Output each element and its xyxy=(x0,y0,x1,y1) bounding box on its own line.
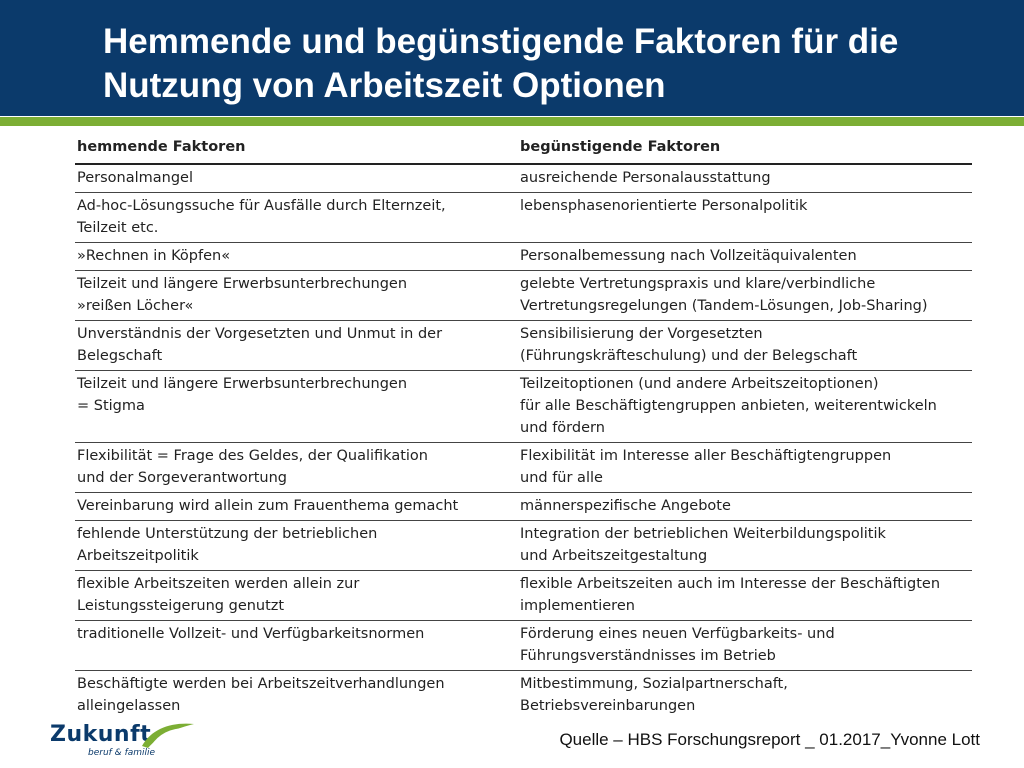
cell-beguenstigend: Flexibilität im Interesse aller Beschäftigtengruppen und für alle xyxy=(520,448,892,486)
title-bar xyxy=(0,0,1024,116)
cell-beguenstigend: gelebte Vertretungspraxis und klare/verbindliche Vertretungsregelungen (Tandem-Lösungen, Job-Sharing) xyxy=(520,276,928,314)
table-row xyxy=(75,193,972,243)
cell-hemmend: fehlende Unterstützung der betrieblichen Arbeitszeitpolitik xyxy=(77,526,378,564)
factors-table xyxy=(75,130,972,720)
cell-hemmend: Unverständnis der Vorgesetzten und Unmut in der Belegschaft xyxy=(77,326,443,364)
source-citation: Quelle – HBS Forschungsreport _ 01.2017_Yvonne Lott xyxy=(559,730,980,749)
cell-beguenstigend: flexible Arbeitszeiten auch im Interesse der Beschäftigten implementieren xyxy=(520,576,941,614)
cell-beguenstigend: Teilzeitoptionen (und andere Arbeitszeitoptionen) für alle Beschäftigtengruppen anbieten, weiterentwickeln und fördern xyxy=(520,376,937,436)
table-row xyxy=(75,371,972,443)
cell-beguenstigend: Integration der betrieblichen Weiterbildungspolitik und Arbeitszeitgestaltung xyxy=(520,526,886,564)
table-row xyxy=(75,321,972,371)
cell-hemmend: Personalmangel xyxy=(77,170,193,186)
table-row xyxy=(75,571,972,621)
slide-title: Hemmende und begünstigende Faktoren für die Nutzung von Arbeitszeit Optionen xyxy=(103,22,899,105)
table-row xyxy=(75,493,972,521)
logo-tagline: beruf & familie xyxy=(88,748,156,758)
header-hemmende: hemmende Faktoren xyxy=(77,138,246,155)
cell-beguenstigend: lebensphasenorientierte Personalpolitik xyxy=(520,198,808,214)
header-beguenstigende: begünstigende Faktoren xyxy=(520,138,721,155)
table-row xyxy=(75,443,972,493)
cell-beguenstigend: Förderung eines neuen Verfügbarkeits- und Führungsverständnisses im Betrieb xyxy=(520,626,835,664)
cell-beguenstigend: ausreichende Personalausstattung xyxy=(520,170,771,186)
cell-beguenstigend: Sensibilisierung der Vorgesetzten (Führungskräfteschulung) und der Belegschaft xyxy=(520,326,858,364)
cell-hemmend: Beschäftigte werden bei Arbeitszeitverhandlungen alleingelassen xyxy=(77,676,445,714)
cell-hemmend: Flexibilität = Frage des Geldes, der Qualifikation und der Sorgeverantwortung xyxy=(77,448,428,486)
cell-beguenstigend: Personalbemessung nach Vollzeitäquivalenten xyxy=(520,248,857,264)
table-row xyxy=(75,271,972,321)
leaf-icon xyxy=(138,720,198,750)
cell-hemmend: Vereinbarung wird allein zum Frauenthema gemacht xyxy=(77,498,459,514)
table-row xyxy=(75,521,972,571)
cell-beguenstigend: männerspezifische Angebote xyxy=(520,498,731,514)
cell-hemmend: traditionelle Vollzeit- und Verfügbarkeitsnormen xyxy=(77,626,425,642)
logo-wordmark: Zukunft xyxy=(50,722,152,747)
cell-hemmend: flexible Arbeitszeiten werden allein zur Leistungssteigerung genutzt xyxy=(77,576,360,614)
table-header xyxy=(75,130,972,165)
table-row xyxy=(75,671,972,720)
table-row xyxy=(75,621,972,671)
table-row xyxy=(75,165,972,193)
zukunft-logo xyxy=(50,722,200,762)
cell-hemmend: »Rechnen in Köpfen« xyxy=(77,248,231,264)
cell-hemmend: Teilzeit und längere Erwerbsunterbrechungen »reißen Löcher« xyxy=(77,276,408,314)
accent-bar xyxy=(0,117,1024,126)
table-row xyxy=(75,243,972,271)
cell-hemmend: Ad-hoc-Lösungssuche für Ausfälle durch Elternzeit, Teilzeit etc. xyxy=(77,198,446,236)
cell-beguenstigend: Mitbestimmung, Sozialpartnerschaft, Betriebsvereinbarungen xyxy=(520,676,788,714)
cell-hemmend: Teilzeit und längere Erwerbsunterbrechungen = Stigma xyxy=(77,376,408,414)
